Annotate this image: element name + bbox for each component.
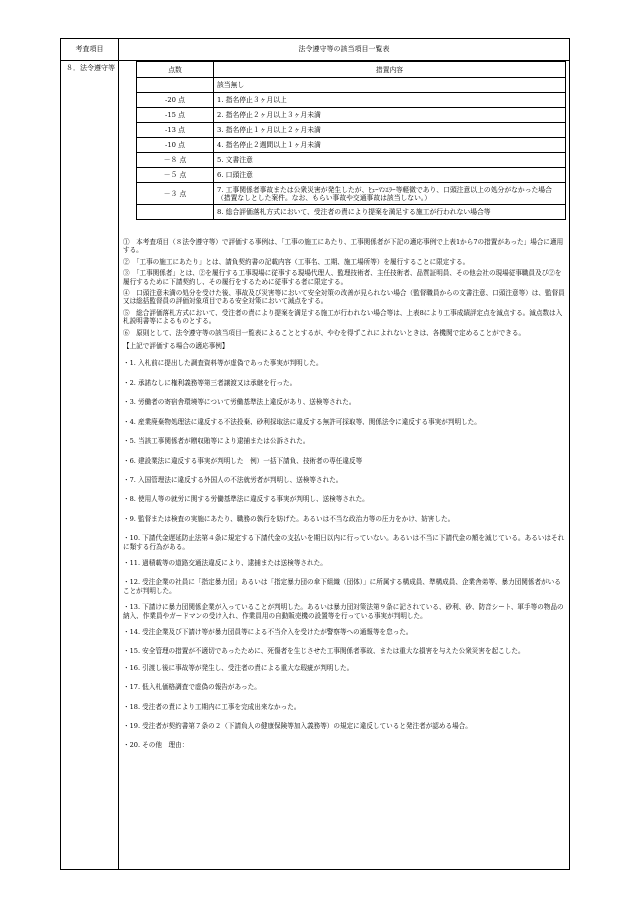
example-item: ・4. 産業廃棄物処理法に違反する不法投棄、砂利採取法に違反する無許可採取等、関係法令に違反する事実が判明した。 — [123, 417, 481, 426]
example-item: ・16. 引渡し後に事故等が発生し、受注者の責による重大な瑕疵が判明した。 — [123, 663, 354, 672]
example-item: ・12. 受注企業の社員に「指定暴力団」あるいは「指定暴力団の傘下組織（団体）」に所属する構成員、準構成員、企業舎弟等、暴力団関係者がいることが判明した。 — [123, 578, 561, 595]
measure-cell: 6. 口頭注意 — [214, 168, 566, 183]
deduction-row — [137, 168, 566, 183]
notes-and-examples — [123, 238, 565, 761]
example-item: ・17. 低入札価格調査で虚偽の報告があった。 — [123, 683, 261, 692]
note-2: ② 「工事の施工にあたり」とは、請負契約書の記載内容（工事名、工期、施工場所等）を履行することに限定する。 — [123, 257, 470, 266]
measure-cell: 4. 指名停止２週間以上１ヶ月未満 — [214, 138, 566, 153]
deduction-row — [137, 123, 566, 138]
example-item: ・19. 受注者が契約書第７条の２（下請負人の健康保険等加入義務等）の規定に違反していると発注者が認める場合。 — [123, 722, 472, 730]
measure-cell: 7. 工事関係者事故または公衆災害が発生したが、ﾋｭｰﾏﾝｴﾗｰ等軽微であり、口頭注意以上の処分がなかった場合（措置なしとした案件。なお、もらい事故や交通事故は該当しない。） — [214, 183, 566, 205]
deduction-row — [137, 153, 566, 168]
note-3: ③ 「工事関係者」とは、②を履行する工事現場に従事する現場代理人、監理技術者、主任技術者、品質証明員、その他会社の現場従事職員及び②を履行するために下請契約し、その履行をするために従事する者に限定する。 — [123, 269, 562, 286]
header-title: 法令遵守等の該当項目一覧表 — [298, 45, 390, 53]
note-5: ⑤ 総合評価落札方式において、受注者の責により提案を満足する施工が行われない場合等は、上表8により工事成績評定点を減点する。減点数は入札説明書等によるものとする。 — [123, 308, 563, 326]
points-cell: -13 点 — [137, 123, 214, 138]
points-cell: -10 点 — [137, 138, 214, 153]
deduction-row — [137, 183, 566, 205]
points-cell — [137, 78, 214, 93]
deduction-row — [137, 93, 566, 108]
header-item-label: 考査項目 — [61, 39, 119, 60]
example-item: ・10. 下請代金遅延防止法第４条に規定する下請代金の支払いを期日以内に行っていない。あるいは不当に下請代金の額を減じている。あるいはそれに類する行為がある。 — [123, 534, 565, 551]
points-cell — [137, 205, 214, 220]
example-item: ・20. その他 理由： — [123, 741, 189, 750]
category-label: ８．法令遵守等 — [66, 64, 115, 72]
example-item: ・1. 入札前に提出した調査資料等が虚偽であった事実が判明した。 — [123, 359, 323, 368]
points-cell: －８ 点 — [137, 153, 214, 168]
measure-column-header: 措置内容 — [214, 62, 566, 78]
example-item: ・9. 監督または検査の実施にあたり、職務の執行を妨げた。あるいは不当な政治力等の圧力をかけ、妨害した。 — [123, 514, 455, 523]
example-item: ・6. 建設業法に違反する事実が判明した 例）一括下請負、技術者の専任違反等 — [123, 456, 363, 465]
deduction-row — [137, 108, 566, 123]
note-4: ④ 口頭注意未満の処分を受けた後、事故及び災害等において安全対策の改善が見られない場合（監督職員からの文書注意、口頭注意等）は、監督員又は総括監督員の評価対象項目である安全対策において減点をする。 — [123, 289, 565, 306]
example-item: ・13. 下請けに暴力団関係企業が入っていることが判明した。あるいは暴力団対策法第９条に記されている、砂利、砂、防音シート、軍手等の物品の納入、作業員やガードマンの受け入れ、作業員用の自動販売機の設置等を行っている事実が判明した。 — [123, 603, 564, 620]
example-item: ・15. 安全管理の措置が不適切であったために、死傷者を生じさせた工事関係者事故、または重大な損害を与えた公衆災害を起こした。 — [123, 647, 525, 656]
example-item: ・7. 入国管理法に違反する外国人の不法就労者が判明し、送検等された。 — [123, 475, 343, 484]
form-header — [61, 39, 569, 61]
points-cell: -15 点 — [137, 108, 214, 123]
deduction-table — [136, 61, 566, 220]
measure-cell: 3. 指名停止１ヶ月以上２ヶ月未満 — [214, 123, 566, 138]
examples-section-title: 【上記で評価する場合の適応事例】 — [123, 342, 229, 351]
deduction-header-row — [137, 62, 566, 78]
category-column — [61, 61, 119, 869]
measure-cell: 2. 指名停止２ヶ月以上３ヶ月未満 — [214, 108, 566, 123]
note-6: ⑥ 原則として、法令遵守等の該当項目一覧表によることとするが、やむを得ずこれによれないときは、各機関で定めることができる。 — [123, 328, 526, 337]
evaluation-form — [60, 38, 570, 870]
note-1: ① 本考査項目（８法令遵守等）で評価する事例は、「工事の施工にあたり、工事関係者が下記の適応事例で上表1から7の措置があった」場合に適用する。 — [123, 238, 564, 255]
example-item: ・3. 労働者の寄宿舎環境等について労働基準法上違反があり、送検等された。 — [123, 398, 356, 407]
points-cell: -20 点 — [137, 93, 214, 108]
deduction-row — [137, 138, 566, 153]
example-item: ・2. 承諾なしに権利義務等第三者譲渡又は承継を行った。 — [123, 378, 297, 387]
deduction-row — [137, 78, 566, 93]
points-column-header: 点数 — [137, 62, 214, 78]
example-item: ・11. 過積載等の道路交通法違反により、逮捕または送検等された。 — [123, 558, 327, 567]
example-item: ・18. 受注者の責により工期内に工事を完成出来なかった。 — [123, 702, 301, 711]
measure-cell: 8. 総合評価落札方式において、受注者の責により提案を満足する施工が行われない場合等 — [214, 205, 566, 220]
measure-cell: 該当無し — [214, 78, 566, 93]
points-cell: －５ 点 — [137, 168, 214, 183]
deduction-row — [137, 205, 566, 220]
example-item: ・14. 受注企業及び下請け等が暴力団員等による不当介入を受けたが警察等への通報等を怠った。 — [123, 627, 413, 636]
example-item: ・8. 使用人等の就労に関する労働基準法に違反する事実が判明し、送検等された。 — [123, 495, 369, 504]
points-cell: －３ 点 — [137, 183, 214, 205]
measure-cell: 1. 指名停止３ヶ月以上 — [214, 93, 566, 108]
measure-cell: 5. 文書注意 — [214, 153, 566, 168]
example-item: ・5. 当該工事関係者が贈収賄等により逮捕または公訴された。 — [123, 437, 310, 446]
